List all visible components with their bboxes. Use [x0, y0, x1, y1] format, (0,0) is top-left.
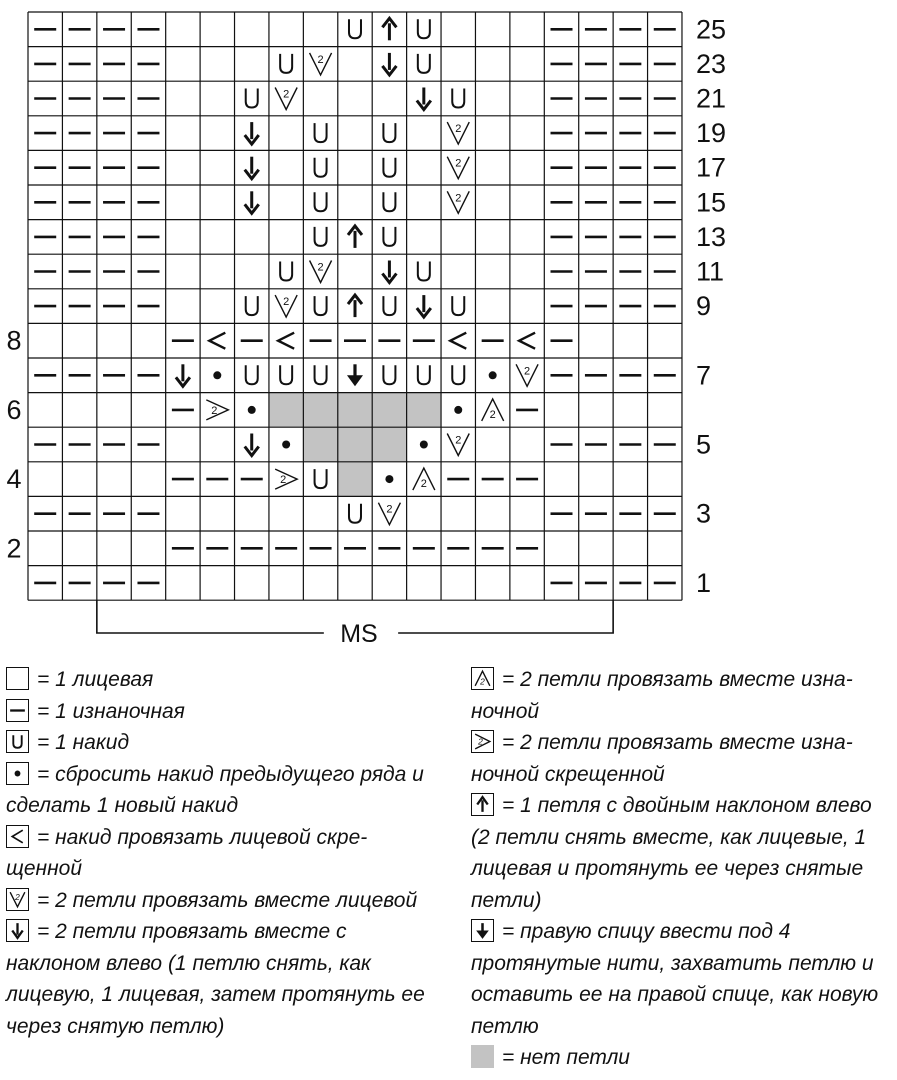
yarn-over-icon — [418, 19, 430, 38]
legend-item-yarn-over-twisted — [6, 822, 436, 885]
legend-text: = накид провязать лицевой скре-щенной — [6, 825, 368, 880]
purl-two-together-twisted-number: 2 — [211, 404, 218, 417]
no-stitch-cell — [303, 393, 337, 428]
legend-left-column — [6, 664, 436, 1042]
knit-two-together-number: 2 — [524, 365, 531, 378]
legend-item-wrap-four-strands — [471, 916, 881, 1042]
drop-yarn-over-dot-icon — [489, 371, 497, 379]
legend-text: = 1 накид — [37, 731, 130, 754]
legend-text: = сбросить накид предыдущего ряда и сделать 1 новый накид — [6, 762, 424, 817]
knit-two-together-number: 2 — [386, 503, 393, 516]
yarn-over-icon — [383, 192, 395, 211]
legend-text: = правую спицу ввести под 4 протянутые нити, захватить петлю и оставить ее на правой спице, как новую петлю — [471, 920, 879, 1038]
legend-text: = 1 изнаночная — [37, 699, 185, 723]
knit-two-together-number: 2 — [455, 434, 462, 447]
knit-two-together-icon — [6, 888, 29, 911]
svg-text:2: 2 — [15, 891, 20, 902]
svg-text:2: 2 — [478, 736, 483, 747]
legend-text: = 2 петли провязать вместе изна-ночной скрещенной — [471, 731, 853, 786]
yarn-over-icon — [246, 296, 258, 315]
no-stitch-icon — [471, 1045, 494, 1068]
wrap-four-strands-arrowhead — [347, 375, 363, 386]
legend-item-double-decrease — [471, 790, 881, 916]
drop-yarn-over-dot-icon — [213, 371, 221, 379]
legend-item-purl-two-together-twisted — [471, 727, 881, 790]
yarn-over-icon — [349, 19, 361, 38]
double-decrease-icon — [471, 793, 494, 816]
purl-two-together-twisted-icon — [471, 730, 494, 753]
yarn-over-twisted-icon — [519, 333, 535, 349]
repeat-bracket-right — [398, 600, 613, 633]
row-label-right: 15 — [695, 187, 727, 218]
yarn-over-icon — [315, 296, 327, 315]
no-stitch-cell — [372, 393, 406, 428]
legend-text: = 1 лицевая — [37, 668, 154, 691]
legend-text: = 2 петли провязать вместе с наклоном влево (1 петлю снять, как лицевую, 1 лицевая, затем протянуть ее через снятую петлю) — [6, 920, 425, 1038]
legend-text: = нет петли — [502, 1046, 630, 1069]
row-label-right: 9 — [695, 291, 712, 322]
yarn-over-icon — [383, 123, 395, 142]
row-label-right: 1 — [695, 567, 712, 598]
yarn-over-icon — [418, 365, 430, 384]
legend-item-yarn-over — [6, 727, 436, 759]
row-label-right: 23 — [695, 48, 727, 79]
purl-two-together-number: 2 — [489, 408, 496, 421]
row-label-right: 5 — [695, 429, 712, 460]
no-stitch-cell — [407, 393, 441, 428]
yarn-over-icon — [418, 262, 430, 281]
yarn-over-icon — [246, 89, 258, 108]
knit-two-together-number: 2 — [283, 296, 290, 309]
yarn-over-icon — [383, 296, 395, 315]
yarn-over-icon — [452, 89, 464, 108]
drop-yarn-over-dot-icon — [385, 475, 393, 483]
wrap-four-strands-icon — [471, 919, 494, 942]
no-stitch-cell — [338, 393, 372, 428]
yarn-over-icon — [315, 192, 327, 211]
knit-two-together-number: 2 — [455, 192, 462, 205]
knit-two-together-number: 2 — [317, 261, 324, 274]
row-label-right: 25 — [695, 14, 727, 45]
svg-text:2: 2 — [480, 676, 485, 687]
drop-yarn-over-dot-icon — [282, 441, 290, 449]
knit-square-icon — [6, 667, 29, 690]
row-label-right: 3 — [695, 498, 712, 529]
legend-text: = 2 петли провязать вместе изна-ночной — [471, 668, 853, 723]
row-label-right: 19 — [695, 118, 727, 149]
row-label-left: 4 — [6, 464, 22, 495]
no-stitch-cell — [372, 427, 406, 462]
row-label-right: 13 — [695, 221, 727, 252]
no-stitch-cell — [338, 427, 372, 462]
yarn-over-icon — [383, 158, 395, 177]
legend-item-purl — [6, 696, 436, 728]
yarn-over-icon — [246, 365, 258, 384]
legend-item-knit-two-together — [6, 885, 436, 917]
purl-two-together-icon — [471, 667, 494, 690]
knit-two-together-number: 2 — [455, 123, 462, 136]
yarn-over-icon — [315, 123, 327, 142]
yarn-over-icon — [418, 54, 430, 73]
row-label-left: 8 — [6, 325, 22, 356]
drop-yarn-over-dot-icon — [248, 406, 256, 414]
yarn-over-icon — [452, 365, 464, 384]
legend-item-purl-two-together — [471, 664, 881, 727]
row-label-right: 7 — [695, 360, 712, 391]
yarn-over-icon — [315, 469, 327, 488]
legend-item-ssk — [6, 916, 436, 1042]
legend-right-column — [471, 664, 881, 1074]
repeat-bracket-left — [97, 600, 324, 633]
yarn-over-icon — [280, 262, 292, 281]
no-stitch-cell — [338, 462, 372, 497]
drop-yarn-over-dot-icon — [6, 762, 29, 785]
purl-two-together-number: 2 — [420, 478, 427, 491]
knit-two-together-number: 2 — [283, 88, 290, 101]
purl-two-together-twisted-number: 2 — [280, 474, 287, 487]
legend-text: = 2 петли провязать вместе лицевой — [37, 888, 418, 912]
row-label-right: 21 — [695, 83, 727, 114]
purl-dash-icon — [6, 699, 29, 722]
legend-item-knit — [6, 664, 436, 696]
legend-text: = 1 петля с двойным наклоном влево (2 петли снять вместе, как лицевые, 1 лицевая и протянуть ее через снятые петли) — [471, 794, 872, 912]
no-stitch-cell — [303, 427, 337, 462]
drop-yarn-over-dot-icon — [420, 441, 428, 449]
row-label-right: 17 — [695, 152, 727, 183]
yarn-over-twisted-icon — [6, 825, 29, 848]
legend-item-no-stitch — [471, 1042, 881, 1074]
yarn-over-icon — [280, 54, 292, 73]
yarn-over-twisted-icon — [209, 333, 225, 349]
drop-yarn-over-dot-icon — [454, 406, 462, 414]
yarn-over-twisted-icon — [450, 333, 466, 349]
row-label-right: 11 — [695, 256, 725, 287]
yarn-over-icon — [280, 365, 292, 384]
yarn-over-icon — [6, 730, 29, 753]
legend-item-drop-yarn-over — [6, 759, 436, 822]
row-label-left: 6 — [6, 394, 22, 425]
yarn-over-icon — [315, 365, 327, 384]
yarn-over-icon — [452, 296, 464, 315]
yarn-over-icon — [315, 227, 327, 246]
yarn-over-icon — [383, 227, 395, 246]
yarn-over-twisted-icon — [278, 333, 294, 349]
ssk-left-slant-icon — [6, 919, 29, 942]
knit-two-together-number: 2 — [317, 53, 324, 66]
knit-two-together-number: 2 — [455, 157, 462, 170]
yarn-over-icon — [349, 504, 361, 523]
row-label-left: 2 — [6, 533, 22, 564]
no-stitch-cell — [269, 393, 303, 428]
yarn-over-icon — [383, 365, 395, 384]
yarn-over-icon — [315, 158, 327, 177]
repeat-label: MS — [340, 620, 378, 648]
